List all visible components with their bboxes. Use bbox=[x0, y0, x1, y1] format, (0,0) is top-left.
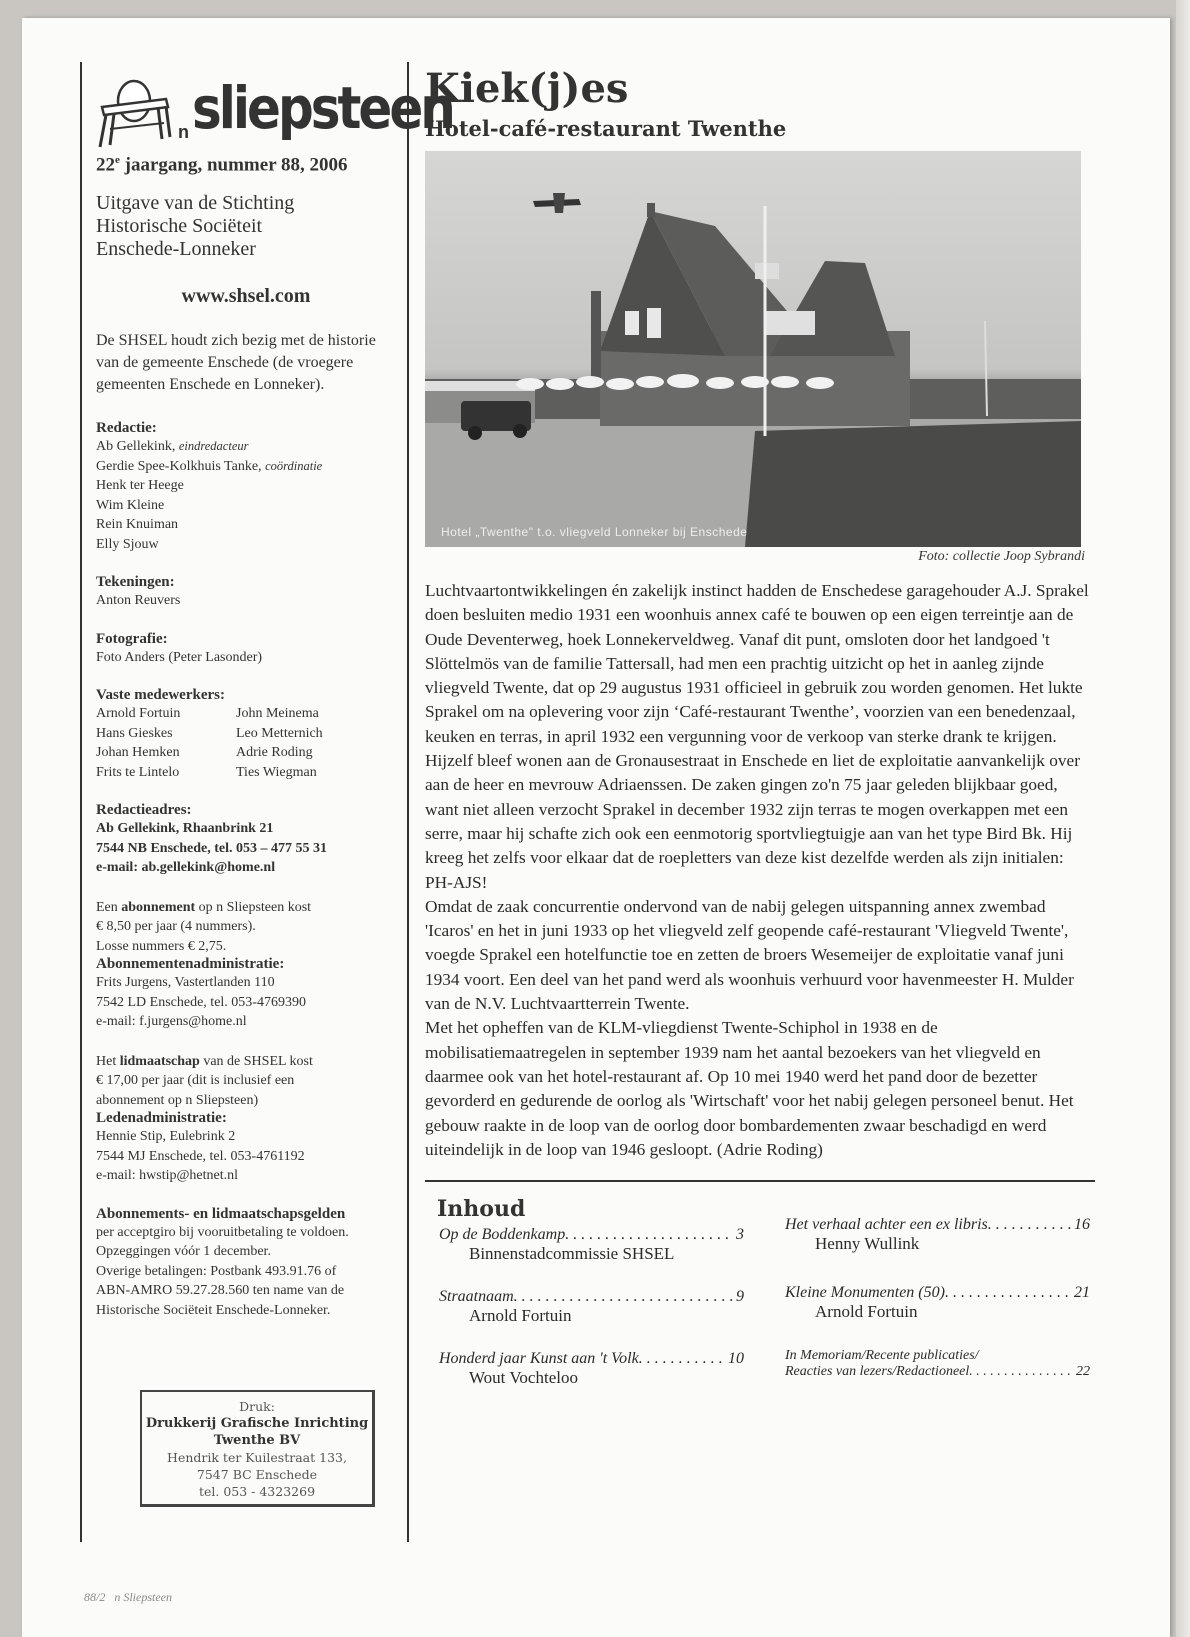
toc-item-author: Binnenstadcommissie SHSEL bbox=[469, 1244, 675, 1264]
publisher-line: Uitgave van de Stichting bbox=[96, 192, 295, 215]
tekeningen-section bbox=[96, 574, 396, 611]
redactie-section bbox=[96, 420, 396, 554]
toc-item-author: Arnold Fortuin bbox=[815, 1302, 918, 1322]
printer-address: tel. 053 - 4323269 bbox=[198, 1484, 316, 1499]
printer-box bbox=[140, 1390, 375, 1507]
about-text: De SHSEL houdt zich bezig met de historie van de gemeente Enschede (de vroegere gemeenten Enschede en Lonneker). bbox=[96, 332, 376, 394]
lidmaatschap-section bbox=[96, 1052, 396, 1186]
toc-item-title: Het verhaal achter een ex libris bbox=[785, 1216, 988, 1234]
address-line: 7544 NB Enschede, tel. 053 – 477 55 31 bbox=[96, 840, 327, 856]
page-footer bbox=[84, 1590, 172, 1605]
email-link[interactable]: e-mail: f.jurgens@home.nl bbox=[96, 1014, 247, 1030]
article-column bbox=[425, 62, 1095, 1402]
medewerker-name: Frits te Lintelo bbox=[96, 764, 180, 780]
gelden-line: Historische Sociëteit Enschede-Lonneker. bbox=[96, 1302, 331, 1318]
footer-journal: n Sliepsteen bbox=[114, 1590, 172, 1604]
photo-credit: Foto: collectie Joop Sybrandi bbox=[918, 549, 1085, 564]
printer-company: Twenthe BV bbox=[213, 1433, 301, 1448]
toc-item[interactable] bbox=[439, 1350, 744, 1388]
redactie-member: Rein Knuiman bbox=[96, 517, 179, 533]
publisher-line: Historische Sociëteit bbox=[96, 215, 263, 238]
redactie-member: Ab Gellekink, eindredacteur bbox=[96, 439, 249, 455]
fotografie-name: Foto Anders (Peter Lasonder) bbox=[96, 649, 263, 665]
toc-item-title: Straatnaam bbox=[439, 1288, 514, 1306]
masthead-prefix: n bbox=[178, 122, 189, 142]
address-line: Frits Jurgens, Vastertlanden 110 bbox=[96, 975, 275, 991]
article-paragraph: Omdat de zaak concurrentie ondervond van de nabij gelegen uitspanning annex zwembad 'Icaros' en het in juni 1933 op het vliegveld zelf geopende café-restaurant 'Vliegveld Twente', voegde Sprakel een hotelfunctie toe en zetten de broers Wesemeijer de exploitatie vanaf juni 1934 voort. Een deel van het pand werd als woonhuis verhuurd voor havenmeester H. Mulder van de N.V. Luchtvaartterrein Twente. bbox=[425, 896, 1074, 1014]
redactieadres-section bbox=[96, 802, 396, 878]
issue-ordinal: 22 bbox=[96, 154, 115, 176]
toc-heading: Inhoud bbox=[437, 1196, 526, 1223]
photo-caption: Hotel „Twenthe" t.o. vliegveld Lonneker bij Enschede bbox=[441, 525, 748, 539]
toc-item-page: 22 bbox=[1076, 1364, 1090, 1380]
publisher-line: Enschede-Lonneker bbox=[96, 238, 256, 261]
address-line: Hennie Stip, Eulebrink 2 bbox=[96, 1129, 236, 1145]
publisher bbox=[96, 192, 396, 261]
toc-item-title: In Memoriam/Recente publicaties/ bbox=[785, 1348, 979, 1364]
table-of-contents bbox=[425, 1216, 1095, 1402]
lidmaatschap-intro: Het lidmaatschap van de SHSEL kost bbox=[96, 1053, 313, 1069]
toc-item[interactable] bbox=[439, 1288, 744, 1326]
gelden-line: Opzeggingen vóór 1 december. bbox=[96, 1244, 271, 1260]
article-photo bbox=[425, 151, 1081, 547]
redactie-member: Elly Sjouw bbox=[96, 536, 159, 552]
address-line: Ab Gellekink, Rhaanbrink 21 bbox=[96, 821, 274, 837]
toc-item-page: 21 bbox=[1074, 1284, 1090, 1302]
toc-item-title: Op de Boddenkamp bbox=[439, 1226, 566, 1244]
toc-item[interactable] bbox=[785, 1284, 1090, 1322]
medewerker-name: Hans Gieskes bbox=[96, 725, 173, 741]
toc-item[interactable] bbox=[785, 1348, 1090, 1380]
section-title: Kiek(j)es bbox=[425, 65, 629, 112]
address-line: 7542 LD Enschede, tel. 053-4769390 bbox=[96, 994, 306, 1010]
printer-address: 7547 BC Enschede bbox=[196, 1467, 318, 1482]
toc-item[interactable] bbox=[785, 1216, 1090, 1254]
toc-item-title: Honderd jaar Kunst aan 't Volk bbox=[439, 1350, 639, 1368]
article-title: Hotel-café-restaurant Twenthe bbox=[425, 116, 787, 141]
masthead-title: sliepsteen bbox=[192, 75, 453, 142]
toc-item-title: Kleine Monumenten (50) bbox=[785, 1284, 945, 1302]
toc-item-author: Henny Wullink bbox=[815, 1234, 920, 1254]
gelden-line: per acceptgiro bij vooruitbetaling te voldoen. bbox=[96, 1224, 349, 1240]
article-body bbox=[425, 579, 1095, 1162]
toc-item-page: 9 bbox=[736, 1288, 744, 1306]
medewerkers-heading: Vaste medewerkers: bbox=[96, 687, 225, 704]
section-divider bbox=[425, 1180, 1095, 1182]
redactie-heading: Redactie: bbox=[96, 420, 157, 437]
gelden-line: ABN-AMRO 59.27.28.560 ten name van de bbox=[96, 1283, 345, 1299]
issue-rest: jaargang, nummer 88, 2006 bbox=[119, 154, 348, 176]
footer-page-number: 88/2 bbox=[84, 1590, 106, 1604]
abonnement-admin-heading: Abonnementenadministratie: bbox=[96, 956, 285, 973]
article-paragraph: Met het opheffen van de KLM-vliegdienst Twente-Schiphol in 1938 en de mobilisatiemaatregelen in september 1939 nam het aantal bezoekers van het vliegveld en daarmee ook van het hotel-restaurant af. Op 10 mei 1940 werd het pand door de bezetter gevorderd en gedurende de oorlog als 'Wirtschaft' voor het nabij gelegen personeel benut. Het gebouw raakte in de loop van de oorlog door bombardementen zwaar beschadigd en werd uiteindelijk in de loop van 1946 gesloopt. (Adrie Roding) bbox=[425, 1018, 1074, 1159]
medewerker-name: John Meinema bbox=[236, 706, 319, 722]
printer-label: Druk: bbox=[239, 1399, 275, 1414]
toc-item-page: 3 bbox=[736, 1226, 744, 1244]
masthead-logo bbox=[96, 62, 453, 152]
hotel-photo-illustration bbox=[425, 151, 1081, 547]
abonnement-intro: Een abonnement op n Sliepsteen kost bbox=[96, 899, 312, 915]
medewerkers-section bbox=[96, 687, 396, 782]
fotografie-heading: Fotografie: bbox=[96, 630, 168, 647]
leden-admin-heading: Ledenadministratie: bbox=[96, 1110, 227, 1127]
grindstone-icon bbox=[96, 77, 176, 149]
toc-item-author: Wout Vochteloo bbox=[469, 1368, 578, 1388]
gelden-heading: Abonnements- en lidmaatschapsgelden bbox=[96, 1205, 346, 1222]
page-edge bbox=[1176, 0, 1190, 1637]
redactie-member: Henk ter Heege bbox=[96, 478, 184, 494]
medewerker-name: Johan Hemken bbox=[96, 745, 180, 761]
redactie-member: Wim Kleine bbox=[96, 497, 165, 513]
price-line: € 8,50 per jaar (4 nummers). bbox=[96, 919, 256, 935]
medewerker-name: Leo Metternich bbox=[236, 725, 323, 741]
price-line: abonnement op n Sliepsteen) bbox=[96, 1092, 259, 1108]
price-line: € 17,00 per jaar (dit is inclusief een bbox=[96, 1073, 295, 1089]
issue-line bbox=[96, 154, 396, 176]
gelden-line: Overige betalingen: Postbank 493.91.76 of bbox=[96, 1263, 337, 1279]
colophon-sidebar bbox=[80, 62, 453, 1542]
fotografie-section bbox=[96, 631, 396, 668]
toc-item[interactable] bbox=[439, 1226, 744, 1264]
price-line: Losse nummers € 2,75. bbox=[96, 938, 227, 954]
address-line: 7544 MJ Enschede, tel. 053-4761192 bbox=[96, 1148, 305, 1164]
redactieadres-heading: Redactieadres: bbox=[96, 802, 192, 819]
medewerker-name: Ties Wiegman bbox=[236, 764, 317, 780]
airplane-icon bbox=[533, 193, 581, 213]
website-link[interactable]: www.shsel.com bbox=[181, 285, 311, 308]
toc-item-title: Reacties van lezers/Redactioneel bbox=[785, 1364, 970, 1380]
redactie-member: Gerdie Spee-Kolkhuis Tanke, coördinatie bbox=[96, 458, 323, 474]
toc-item-page: 10 bbox=[728, 1350, 744, 1368]
tekeningen-heading: Tekeningen: bbox=[96, 574, 175, 591]
gelden-section bbox=[96, 1206, 396, 1321]
medewerker-name: Adrie Roding bbox=[236, 745, 313, 761]
toc-item-author: Arnold Fortuin bbox=[469, 1306, 572, 1326]
printer-address: Hendrik ter Kuilestraat 133, bbox=[167, 1450, 347, 1465]
issue-sup: e bbox=[115, 154, 120, 166]
abonnement-section bbox=[96, 898, 396, 1032]
medewerker-name: Arnold Fortuin bbox=[96, 706, 181, 722]
printer-company: Drukkerij Grafische Inrichting bbox=[145, 1416, 369, 1431]
tekeningen-name: Anton Reuvers bbox=[96, 593, 181, 609]
email-link[interactable]: e-mail: ab.gellekink@home.nl bbox=[96, 860, 276, 876]
article-paragraph: Luchtvaartontwikkelingen én zakelijk instinct hadden de Enschedese garagehouder A.J. Sprakel doen besluiten medio 1931 een woonhuis annex café te bouwen op een eigen terreintje aan de Oude Deventerweg, hoek Lonnekerveldweg. Vanaf dit punt, omsloten door het landgoed 't Slöttelmös van de familie Tattersall, had men een prachtig uitzicht op het in aanleg zijnde vliegveld Twente, dat op 29 augustus 1931 officieel in gebruik zou worden genomen. Het lukte Sprakel om na oplevering voor zijn ‘Café-restaurant Twenthe’, voorzien van een benedenzaal, keuken en terras, in april 1932 een vergunning voor de verkoop van sterke drank te krijgen. Hijzelf bleef wonen aan de Gronausestraat in Enschede en liet de exploitatie aanvankelijk over aan de heer en mevrouw Adriaenssen. De zaken gingen zo'n 75 jaar geleden blijkbaar goed, want niet alleen verzocht Sprakel in december 1932 zijn terras te mogen overkappen met een serre, maar hij schafte zich ook een eenmotorig sportvliegtuigje aan van het type Bird Bk. Hij kreeg het zelfs voor elkaar dat de roepletters van deze kist dezelfde werden als zijn initialen: PH-AJS! bbox=[425, 581, 1089, 892]
email-link[interactable]: e-mail: hwstip@hetnet.nl bbox=[96, 1168, 238, 1184]
toc-item-page: 16 bbox=[1074, 1216, 1090, 1234]
